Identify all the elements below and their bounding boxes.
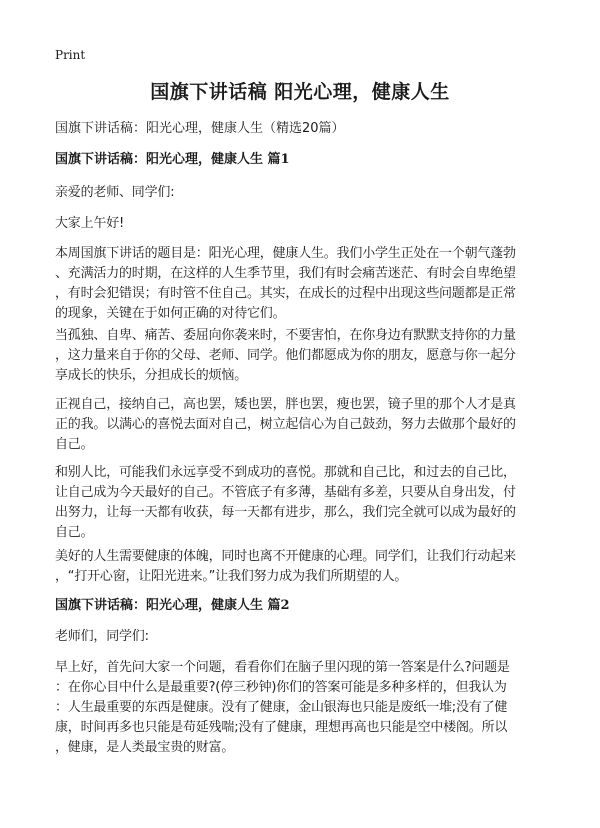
paragraph-line: 当孤独、自卑、痛苦、委屈向你袭来时，不要害怕，在你身边有默默支持你的力量 — [55, 328, 516, 343]
salute-1: 大家上午好! — [55, 216, 125, 231]
paragraph — [55, 244, 547, 324]
paragraph — [55, 658, 547, 758]
paragraph-line: ，“打开心窗，让阳光进来。”让我们努力成为我们所期望的人。 — [55, 569, 408, 584]
paragraph-line: 和别人比，可能我们永远享受不到成功的喜悦。那就和自己比，和过去的自己比， — [55, 465, 516, 480]
paragraph — [55, 463, 547, 543]
paragraph-line: 享成长的快乐，分担成长的烦恼。 — [55, 368, 248, 383]
print-label: Print — [55, 48, 86, 62]
paragraph-line: 自己。 — [55, 437, 94, 452]
paragraph-line: ：人生最重要的东西是健康。没有了健康，金山银海也只能是废纸一堆;没有了健 — [55, 700, 508, 715]
paragraph-line: ，健康，是人类最宝贵的财富。 — [55, 740, 235, 755]
paragraph-line: ：在你心目中什么是最重要?(停三秒钟)你们的答案可能是多种多样的，但我认为 — [55, 680, 507, 695]
paragraph-line: 早上好，首先问大家一个问题，看看你们在脑子里闪现的第一答案是什么?问题是 — [55, 660, 510, 675]
greeting-2: 老师们，同学们: — [55, 629, 149, 644]
document-subtitle: 国旗下讲话稿：阳光心理，健康人生（精选20篇） — [55, 121, 345, 136]
paragraph-line: 康，时间再多也只能是苟延残喘;没有了健康，理想再高也只能是空中楼阁。所以 — [55, 720, 508, 735]
paragraph-line: 美好的人生需要健康的体魄，同时也离不开健康的心理。同学们，让我们行动起来 — [55, 549, 516, 564]
paragraph-line: 让自己成为今天最好的自己。不管底子有多薄，基础有多差，只要从自身出发，付 — [55, 485, 516, 500]
paragraph-line: 出努力，让每一天都有收获，每一天都有进步，那么，我们完全就可以成为最好的 — [55, 505, 516, 520]
paragraph — [55, 395, 547, 455]
paragraph-line: 的现象，关键在于如何正确的对待它们。 — [55, 306, 286, 321]
page-title: 国旗下讲话稿 阳光心理，健康人生 — [150, 81, 450, 103]
section-heading-2: 国旗下讲话稿：阳光心理，健康人生 篇2 — [55, 598, 290, 613]
paragraph-line: 正视自己，接纳自己，高也罢，矮也罢，胖也罢，瘦也罢，镜子里的那个人才是真 — [55, 397, 516, 412]
paragraph-line: 本周国旗下讲话的题目是：阳光心理，健康人生。我们小学生正处在一个朝气蓬勃 — [55, 246, 516, 261]
paragraph-line: 正的我。以满心的喜悦去面对自己，树立起信心为自己鼓劲，努力去做那个最好的 — [55, 417, 516, 432]
paragraph-line: 、充满活力的时期，在这样的人生季节里，我们有时会痛苦迷茫、有时会自卑绝望 — [55, 266, 516, 281]
paragraph-line: ，有时会犯错误；有时管不住自己。其实，在成长的过程中出现这些问题都是正常 — [55, 286, 516, 301]
greeting-1: 亲爱的老师、同学们: — [55, 185, 175, 200]
paragraph — [55, 547, 547, 587]
paragraph-line: ，这力量来自于你的父母、老师、同学。他们都愿成为你的朋友，愿意与你一起分 — [55, 348, 516, 363]
paragraph-line: 自己。 — [55, 525, 94, 540]
paragraph — [55, 326, 547, 386]
section-heading-1: 国旗下讲话稿：阳光心理，健康人生 篇1 — [55, 152, 290, 167]
